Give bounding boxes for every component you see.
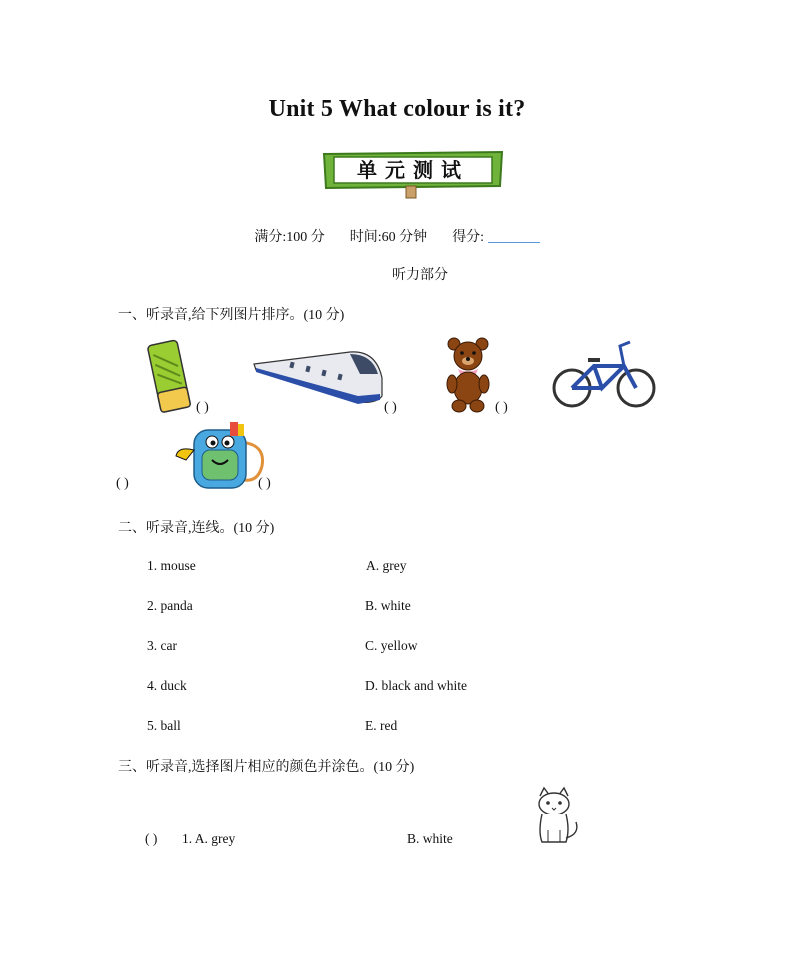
match-left-item[interactable]: 5. ball bbox=[147, 718, 181, 733]
banner-text: 单元测试 bbox=[357, 158, 469, 182]
q1-option-b[interactable]: B. white bbox=[407, 831, 453, 846]
section1-heading: 一、听录音,给下列图片排序。(10 分) bbox=[118, 308, 345, 323]
time-limit: 时间:60 分钟 bbox=[349, 230, 428, 245]
order-bracket-bear[interactable]: ( ) bbox=[495, 400, 508, 415]
order-bracket-bag[interactable]: ( ) bbox=[258, 476, 271, 491]
unit-test-banner bbox=[320, 148, 506, 200]
order-bracket-train[interactable]: ( ) bbox=[384, 400, 397, 415]
score-blank[interactable] bbox=[488, 242, 540, 243]
match-left-item[interactable]: 3. car bbox=[147, 638, 177, 653]
train-picture bbox=[250, 344, 386, 408]
match-right-item[interactable]: C. yellow bbox=[365, 638, 418, 653]
order-bracket-eraser[interactable]: ( ) bbox=[196, 400, 209, 415]
listening-part-heading: 听力部分 bbox=[392, 268, 448, 283]
section3-heading: 三、听录音,选择图片相应的颜色并涂色。(10 分) bbox=[118, 760, 415, 775]
banner-graphic bbox=[320, 148, 506, 200]
kitten-picture bbox=[528, 786, 582, 846]
match-right-item[interactable]: E. red bbox=[365, 718, 398, 733]
match-left-item[interactable]: 1. mouse bbox=[147, 558, 196, 573]
match-right-item[interactable]: B. white bbox=[365, 598, 411, 613]
full-score: 满分:100 分 bbox=[254, 230, 325, 245]
eraser-picture bbox=[142, 338, 198, 414]
match-right-item[interactable]: A. grey bbox=[366, 558, 407, 573]
match-left-item[interactable]: 2. panda bbox=[147, 598, 193, 613]
teddy-bear-picture bbox=[444, 336, 492, 414]
section2-heading: 二、听录音,连线。(10 分) bbox=[118, 521, 275, 536]
order-bracket-bike[interactable]: ( ) bbox=[116, 476, 129, 491]
q1-option-a[interactable]: 1. A. grey bbox=[182, 831, 236, 846]
match-left-item[interactable]: 4. duck bbox=[147, 678, 187, 693]
match-right-item[interactable]: D. black and white bbox=[365, 678, 467, 693]
score-label: 得分: bbox=[452, 230, 485, 245]
score-line bbox=[0, 226, 794, 246]
schoolbag-picture bbox=[172, 420, 272, 492]
page-title: Unit 5 What colour is it? bbox=[268, 96, 526, 122]
bicycle-picture bbox=[550, 338, 658, 412]
answer-bracket-q1[interactable]: ( ) bbox=[145, 831, 158, 846]
